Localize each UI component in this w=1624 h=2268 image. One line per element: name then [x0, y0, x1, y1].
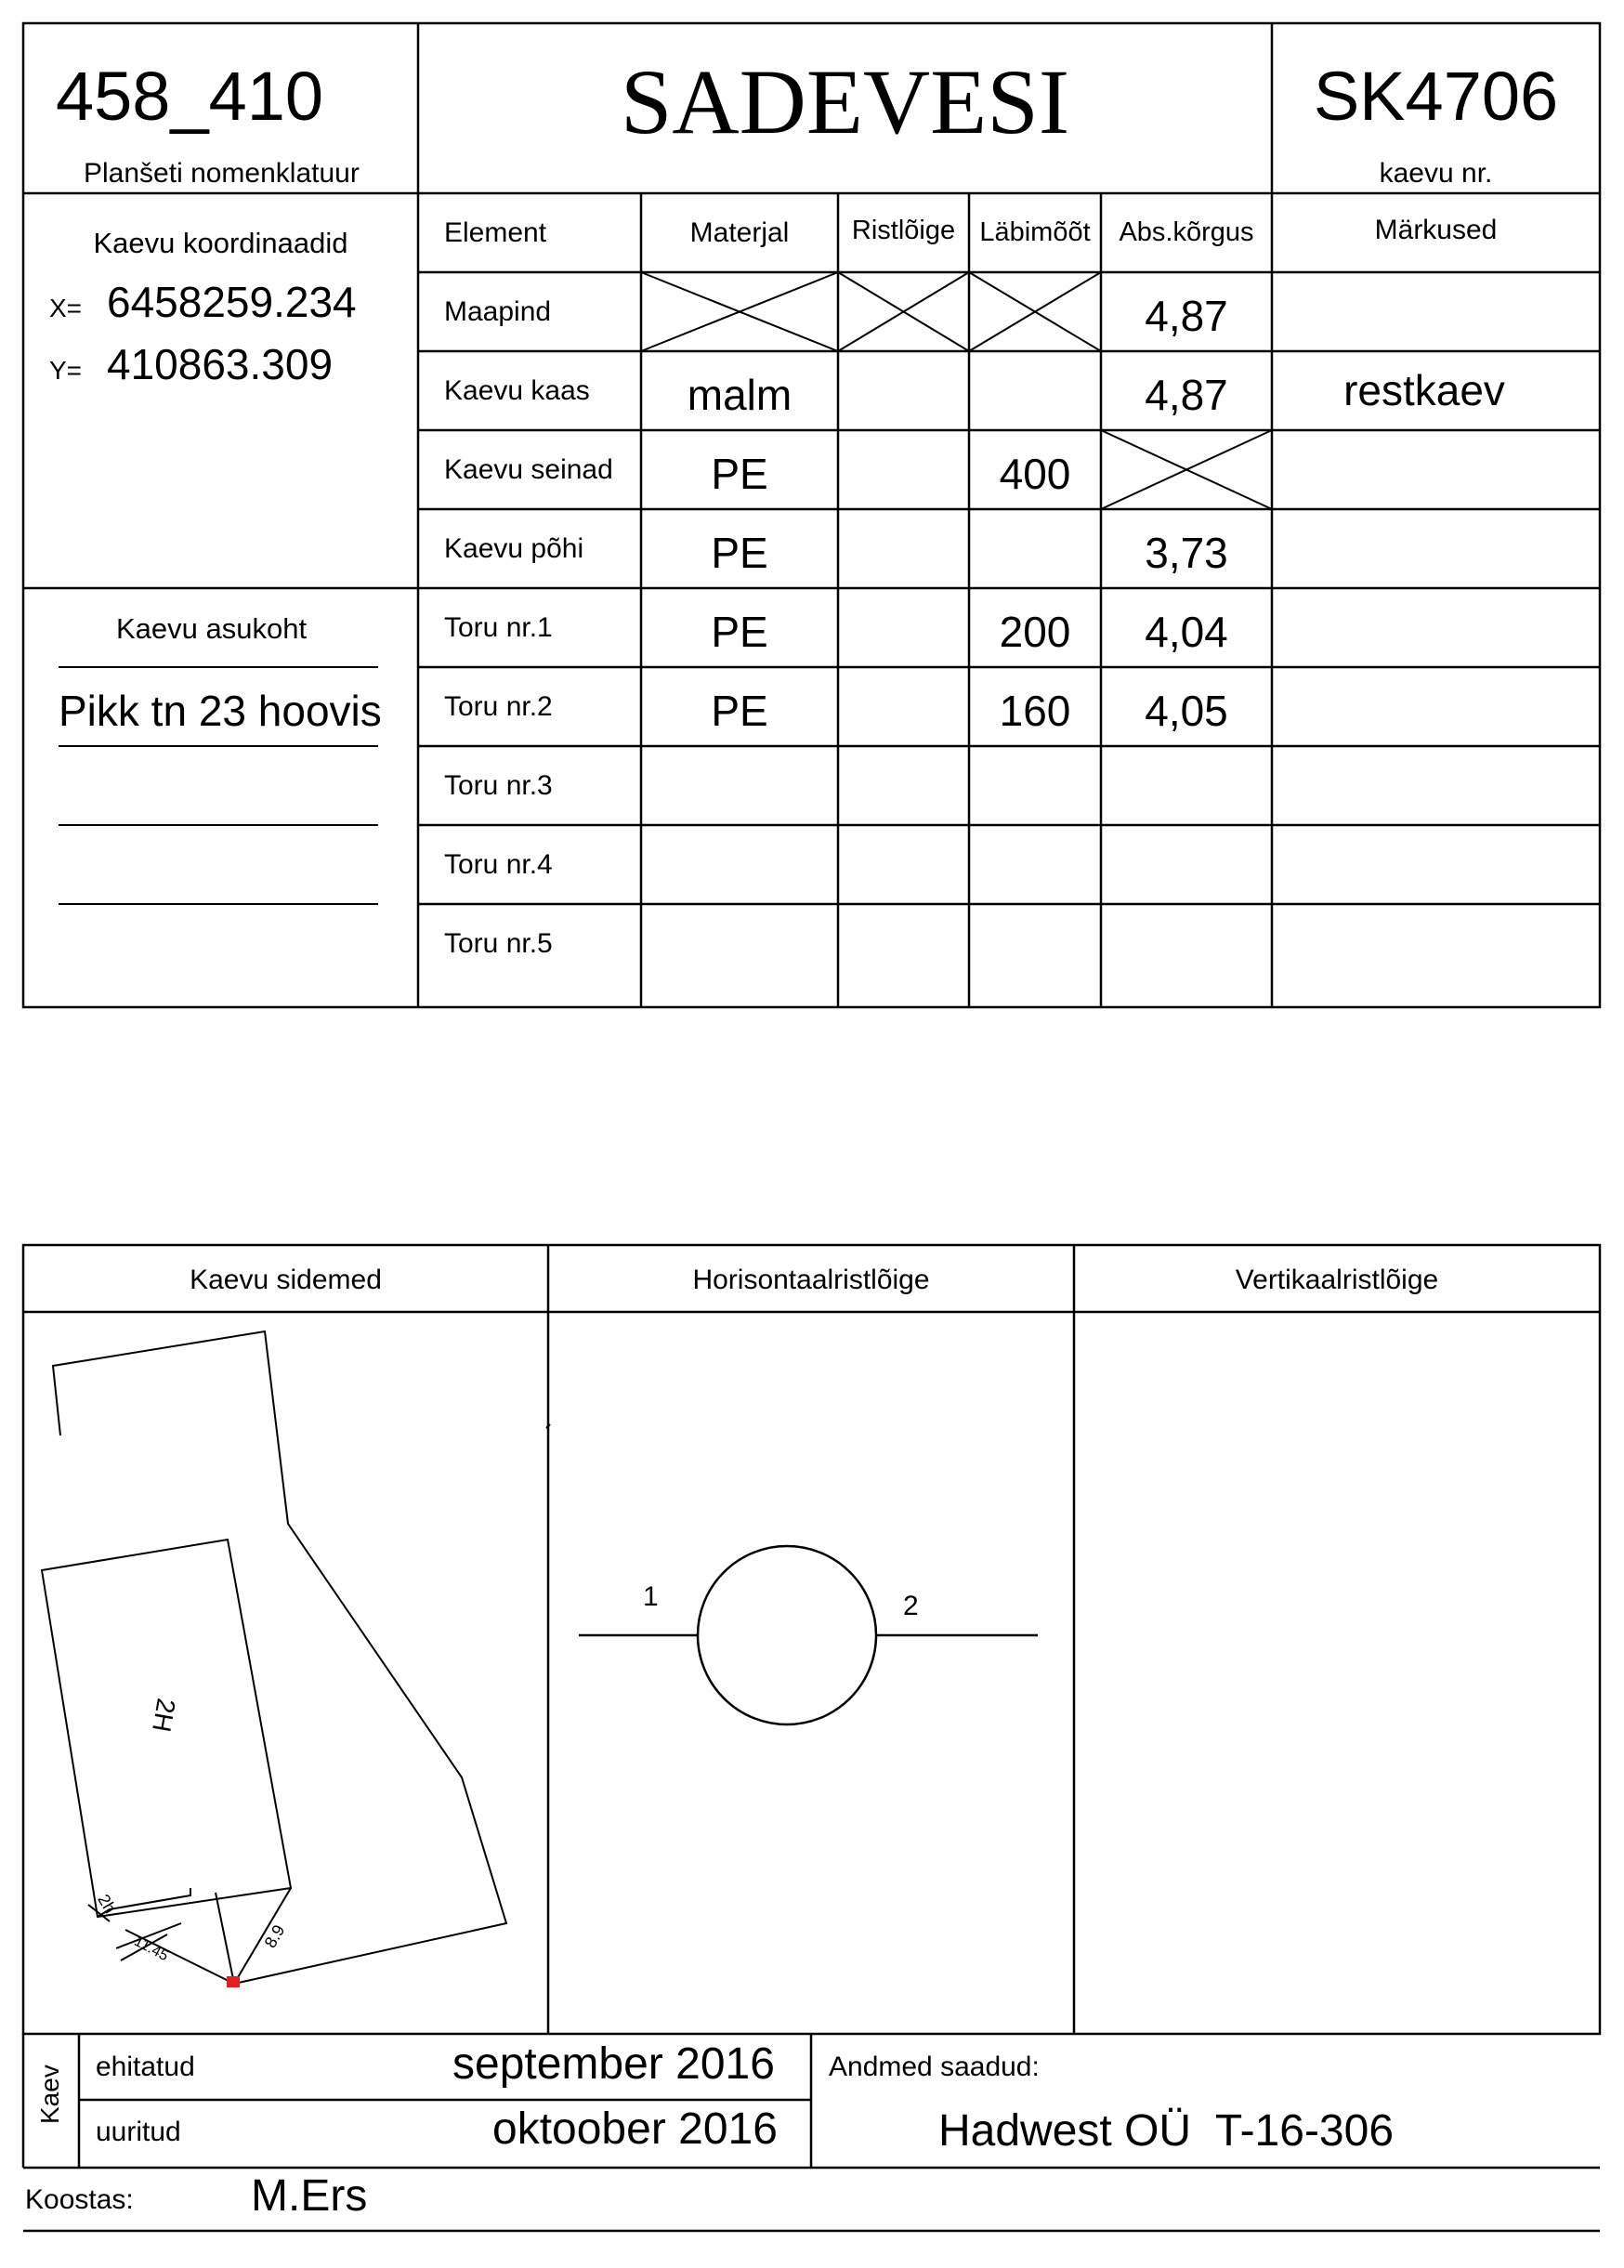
sheet-number: 458_410	[56, 58, 324, 135]
author-label: Koostas:	[25, 2184, 134, 2215]
row-elevation: 3,73	[1145, 529, 1228, 577]
row-element: Toru nr.4	[444, 849, 553, 880]
row-element: Toru nr.2	[444, 691, 553, 722]
surveyed-value: oktoober 2016	[492, 2104, 778, 2154]
col-header-material: Materjal	[689, 217, 790, 248]
col-header-element: Element	[444, 217, 547, 248]
col-header-notes: Märkused	[1374, 215, 1498, 245]
site-plan-sketch	[42, 1331, 550, 1984]
row-diameter: 160	[999, 687, 1071, 735]
horizontal-section-drawing	[579, 1546, 1038, 1724]
y-coordinate-value: 410863.309	[107, 340, 334, 388]
author-value: M.Ers	[251, 2171, 368, 2221]
row-element: Kaevu kaas	[444, 375, 590, 406]
row-material: malm	[687, 371, 792, 419]
data-source-value: Hadwest OÜ T-16-306	[938, 2106, 1395, 2156]
x-coordinate-label: X=	[49, 294, 83, 322]
document-title: SADEVESI	[620, 50, 1070, 153]
horizontal-section-title: Horisontaalristlõige	[692, 1265, 930, 1295]
row-element: Maapind	[444, 296, 552, 327]
well-side-label: Kaev	[35, 2065, 64, 2124]
row-diameter: 200	[999, 608, 1071, 656]
row-material: PE	[711, 450, 768, 498]
col-header-diameter: Läbimõõt	[979, 217, 1091, 247]
y-coordinate-label: Y=	[49, 356, 83, 385]
x-coordinate-value: 6458259.234	[107, 278, 357, 326]
building-label: 2H	[147, 1696, 181, 1735]
ties-title: Kaevu sidemed	[190, 1265, 382, 1295]
well-id-label: kaevu nr.	[1379, 158, 1493, 189]
built-label: ehitatud	[96, 2052, 195, 2082]
location-value: Pikk tn 23 hoovis	[59, 687, 382, 735]
row-material: PE	[711, 529, 768, 577]
pipe-2-label: 2	[903, 1591, 919, 1621]
well-marker	[227, 1976, 240, 1987]
location-label: Kaevu asukoht	[116, 612, 308, 645]
row-elevation: 4,04	[1145, 608, 1228, 656]
vertical-section-title: Vertikaalristlõige	[1235, 1265, 1439, 1295]
row-element: Toru nr.1	[444, 612, 553, 643]
row-elevation: 4,05	[1145, 687, 1228, 735]
col-header-elevation: Abs.kõrgus	[1119, 217, 1254, 247]
row-notes: restkaev	[1343, 366, 1505, 414]
sheet-number-label: Planšeti nomenklatuur	[84, 158, 360, 189]
surveyed-label: uuritud	[96, 2117, 181, 2147]
row-elevation: 4,87	[1145, 292, 1228, 340]
row-element: Toru nr.5	[444, 928, 553, 959]
built-value: september 2016	[452, 2039, 775, 2089]
row-diameter: 400	[999, 450, 1071, 498]
data-source-label: Andmed saadud:	[829, 2052, 1040, 2082]
row-element: Toru nr.3	[444, 770, 553, 801]
row-material: PE	[711, 687, 768, 735]
row-element: Kaevu põhi	[444, 533, 584, 564]
row-element: Kaevu seinad	[444, 454, 613, 485]
dimension-label: 8.9	[260, 1921, 289, 1951]
row-material: PE	[711, 608, 768, 656]
dimension-label: 11.45	[131, 1933, 171, 1965]
pipe-1-label: 1	[643, 1581, 659, 1612]
col-header-section: Ristlõige	[851, 216, 956, 245]
row-elevation: 4,87	[1145, 371, 1228, 419]
dimension-label: 2h	[94, 1891, 120, 1917]
well-id: SK4706	[1313, 58, 1559, 135]
coordinates-label: Kaevu koordinaadid	[93, 227, 348, 259]
